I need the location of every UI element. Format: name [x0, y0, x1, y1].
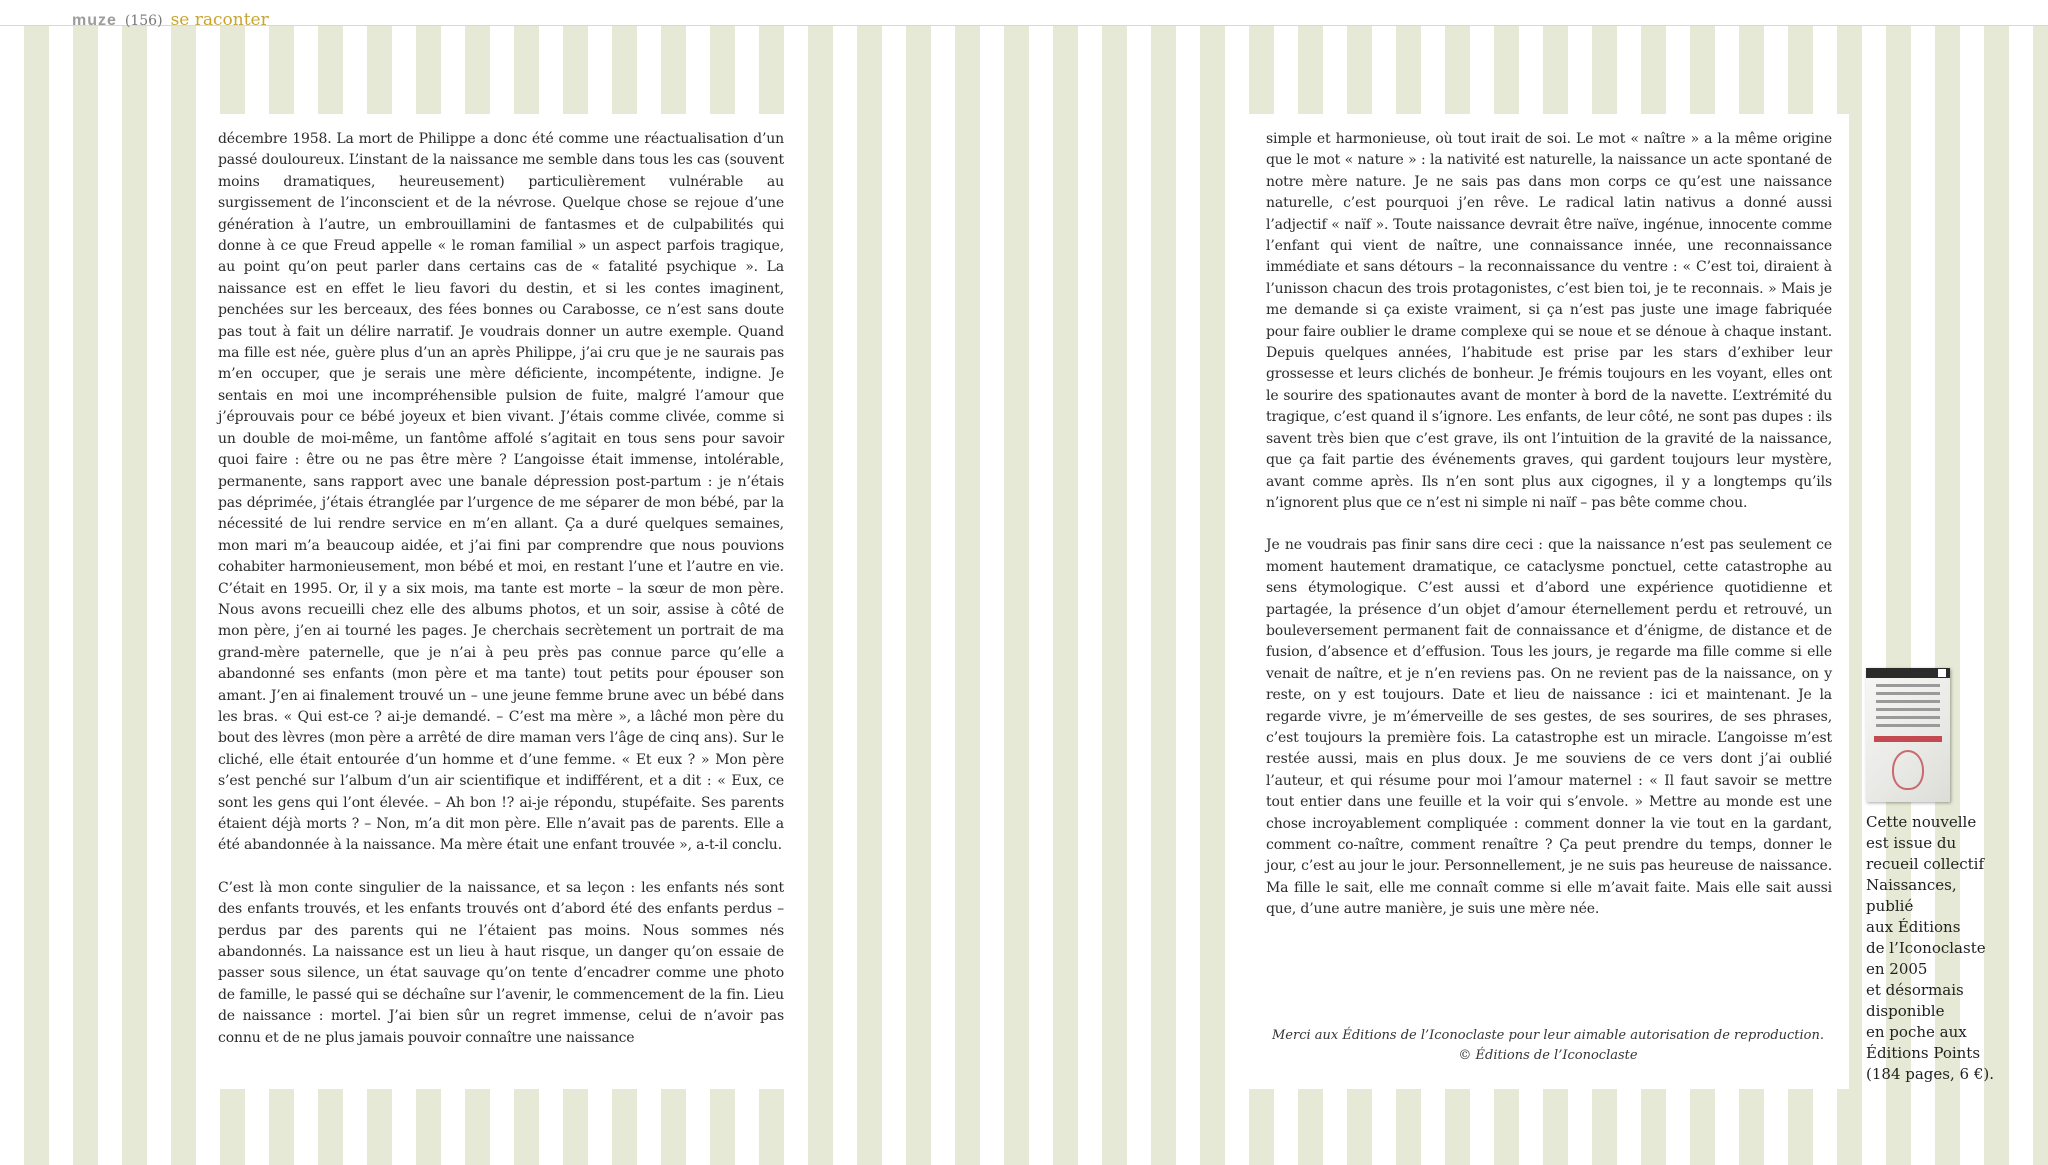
book-cover-image — [1866, 668, 1950, 802]
credits-line: Merci aux Éditions de l’Iconoclaste pour leur aimable autorisation de reproduction. — [1271, 1028, 1825, 1043]
publisher-logo-icon — [1938, 669, 1946, 677]
page-number: (156) — [124, 13, 163, 29]
right-text-column — [1247, 114, 1849, 1089]
paragraph: C’est là mon conte singulier de la naissance, et sa leçon : les enfants nés sont des enfants trouvés, et les enfants trouvés ont d’abord été des enfants perdus – perdus par des parents qui ne l’étaient pas moins. Nous sommes nés abandonnés. La naissance est un lieu à haut risque, un danger qu’on essaie de passer sous silence, un état sauvage qu’on tente d’encadrer comme une photo de famille, le passé qui se déchaîne sur l’avenir, le commencement de la fin. Lieu de naissance : mortel. J’ai bien sûr un regret immense, celui de n’avoir pas connu et de ne plus jamais pouvoir connaître une naissance — [218, 879, 784, 1046]
credits-copyright: © Éditions de l’Iconoclaste — [1458, 1048, 1638, 1063]
book-cover-band — [1866, 668, 1950, 678]
header-rule — [0, 25, 2048, 26]
book-cover-author-list — [1876, 684, 1940, 732]
section-title: se raconter — [170, 10, 269, 30]
left-text-column — [199, 114, 801, 1089]
reproduction-credits — [1247, 1026, 1849, 1066]
magazine-brand: muze — [72, 12, 117, 29]
book-caption: Cette nouvelle est issue du recueil collectif Naissances, publié aux Éditions de l’Iconoclaste en 2005 et désormais disponible en poche aux Éditions Points (184 pages, 6 €). — [1866, 813, 1994, 1083]
book-sidebar — [1866, 668, 2006, 1085]
paragraph: simple et harmonieuse, où tout irait de soi. Le mot « naître » a la même origine que le mot « nature » : la nativité est naturelle, la naissance un acte spontané de notre mère nature. Je ne sais pas dans mon corps ce qu’est une naissance naturelle, c’est pourquoi j’en rêve. Le radical latin nativus a donné aussi l’adjectif « naïf ». Toute naissance devrait être naïve, ingénue, innocente comme l’enfant qui vient de naître, une connaissance innée, une reconnaissance immédiate et sans détours – la reconnaissance du ventre : « C’est toi, diraient à l’unisson chacun des trois protagonistes, c’est bien toi, je te reconnais. » Mais je me demande si ça existe vraiment, si ça n’est pas juste une image fabriquée pour faire oublier le drame complexe qui se noue et se dénoue à chaque instant. Depuis quelques années, l’habitude est prise par les stars d’exhiber leur grossesse et leurs clichés de bonheur. Je frémis toujours en les voyant, elles ont le sourire des spationautes avant de monter à bord de la navette. L’extrémité du tragique, c’est quand il s’ignore. Les enfants, de leur côté, ne sont pas dupes : ils savent très bien que c’est grave, ils ont l’intuition de la gravité de la naissance, que ça fait partie des événements graves, qui gardent toujours leur mystère, avant comme après. Ils n’en sont plus aux cigognes, il y a longtemps qu’ils n’ignorent plus que ce n’est ni simple ni naïf – pas bête comme chou. — [1266, 131, 1832, 511]
book-cover-illustration — [1892, 750, 1924, 790]
paragraph: Je ne voudrais pas finir sans dire ceci : que la naissance n’est pas seulement ce moment hautement dramatique, ce cataclysme ponctuel, cette catastrophe au sens étymologique. C’est aussi et d’abord une expérience quotidienne et partagée, la présence d’un objet d’amour éternellement perdu et retrouvé, un bouleversement permanent fait de connaissance et d’énigme, de distance et de fusion, d’absence et d’effusion. Tous les jours, je regarde ma fille comme si elle venait de naître, et je n’en reviens pas. On ne revient pas de la naissance, on y reste, on y est toujours. Date et lieu de naissance : ici et maintenant. Je la regarde vivre, je m’émerveille de ses gestes, de ses sourires, de ses phrases, c’est toujours la première fois. La catastrophe est un miracle. L’angoisse m’est restée aussi, mais en plus doux. Je me souviens de ce vers dont j’ai oublié l’auteur, et qui résume pour moi l’amour maternel : « Il faut savoir se mettre tout entier dans une feuille et la voir qui s’envole. » Mettre au monde est une chose incroyablement compliquée : comment donner la vie tout en la gardant, comment co-naître, comment renaître ? Ça peut prendre du temps, donner le jour, c’est au jour le jour. Personnellement, je ne suis pas heureuse de naissance. Ma fille le sait, elle me connaît comme si elle m’avait faite. Mais elle sait aussi que, d’une autre manière, je suis une mère née. — [1266, 537, 1832, 918]
paragraph: décembre 1958. La mort de Philippe a donc été comme une réactualisation d’un passé douloureux. L’instant de la naissance me semble dans tous les cas (souvent moins dramatiques, heureusement) particulièrement vulnérable au surgissement de l’inconscient et de la névrose. Quelque chose se rejoue d’une génération à l’autre, un embrouillamini de fantasmes et de culpabilités qui donne à ce que Freud appelle « le roman familial » un aspect parfois tragique, au point qu’on peut parler dans certains cas de « fatalité psychique ». La naissance est en effet le lieu favori du destin, et si les contes imaginent, penchées sur les berceaux, des fées bonnes ou Carabosse, ce n’est sans doute pas tout à fait un délire narratif. Je voudrais donner un autre exemple. Quand ma fille est née, guère plus d’un an après Philippe, j’ai cru que je ne saurais pas m’en occuper, que je serais une mère déficiente, incompétente, indigne. Je sentais en moi une incompréhensible pulsion de fuite, malgré l’amour que j’éprouvais pour ce bébé joyeux et bien vivant. J’étais comme clivée, comme si un double de moi-même, un fantôme affolé s’agitait en tous sens pour savoir quoi faire : être ou ne pas être mère ? L’angoisse était immense, intolérable, permanente, sans rapport avec une banale dépression post-partum : je n’étais pas déprimée, j’étais étranglée par l’urgence de me séparer de mon bébé, par la nécessité de lui rendre service en m’en allant. Ça a duré quelques semaines, mon mari m’a beaucoup aidée, et j’ai fini par comprendre que nous pouvions cohabiter harmonieusement, mon bébé et moi, en restant l’une et l’autre en vie. C’était en 1995. Or, il y a six mois, ma tante est morte – la sœur de mon père. Nous avons recueilli chez elle des albums photos, et un soir, assise à côté de mon père, j’en ai tourné les pages. Je cherchais secrètement un portrait de ma grand-mère paternelle, que je n’ai à peu près pas connue parce qu’elle a abandonné ses enfants (mon père et ma tante) tout petits pour épouser son amant. J’en ai finalement trouvé un – une jeune femme brune avec un bébé dans les bras. « Qui est-ce ? ai-je demandé. – C’est ma mère », a lâché mon père du bout des lèvres (mon père a arrêté de dire maman vers l’âge de cinq ans). Sur le cliché, elle était entourée d’un homme et d’une femme. « Et eux ? » Mon père s’est penché sur l’album d’un air scientifique et indifférent, et a dit : « Eux, ce sont les gens qui l’ont élevée. – Ah bon !? ai-je répondu, stupéfaite. Ses parents étaient déjà morts ? – Non, m’a dit mon père. Elle n’avait pas de parents. Elle a été abandonnée à la naissance. Ma mère était une enfant trouvée », a-t-il conclu. — [218, 131, 784, 854]
book-cover-title-mark — [1874, 736, 1942, 742]
running-header — [72, 10, 269, 30]
